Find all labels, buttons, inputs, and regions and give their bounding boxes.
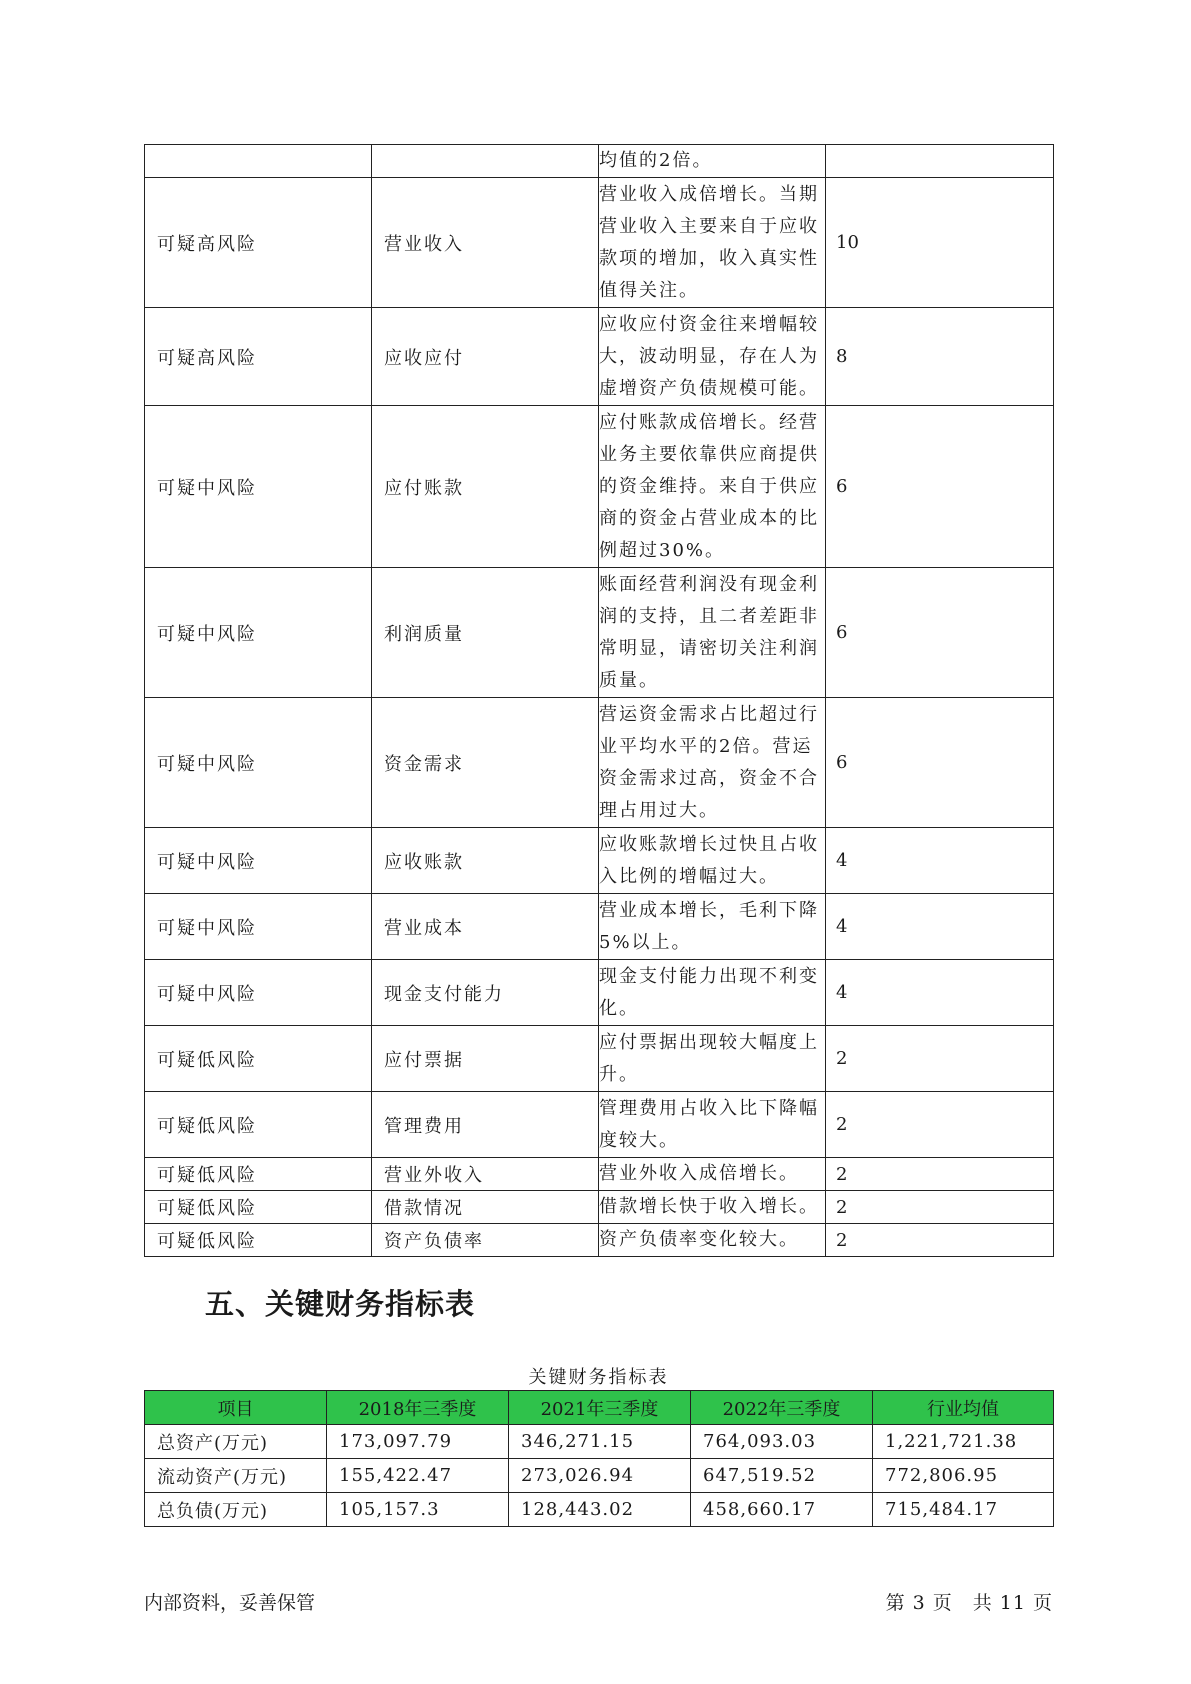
metric-value: 764,093.03: [691, 1425, 873, 1459]
risk-score: [826, 145, 1054, 178]
risk-item: 资产负债率: [372, 1224, 599, 1257]
risk-item: 利润质量: [372, 568, 599, 698]
risk-description: 管理费用占收入比下降幅度较大。: [599, 1092, 826, 1158]
risk-level: 可疑中风险: [145, 406, 372, 568]
table-row: [145, 178, 1054, 308]
risk-table: [144, 144, 1054, 1257]
table-row: [145, 308, 1054, 406]
risk-description: 资产负债率变化较大。: [599, 1224, 826, 1257]
metric-value: 1,221,721.38: [873, 1425, 1054, 1459]
footer-confidential-note: 内部资料，妥善保管: [144, 1592, 316, 1614]
risk-level: 可疑高风险: [145, 308, 372, 406]
risk-description: 均值的2倍。: [599, 145, 826, 178]
risk-level: 可疑低风险: [145, 1224, 372, 1257]
risk-description: 营业外收入成倍增长。: [599, 1158, 826, 1191]
table-row: [145, 1158, 1054, 1191]
table-row: [145, 145, 1054, 178]
risk-item: 应收账款: [372, 828, 599, 894]
metric-value: 155,422.47: [327, 1459, 509, 1493]
risk-level: 可疑低风险: [145, 1158, 372, 1191]
table-row: [145, 1191, 1054, 1224]
column-header: 2022年三季度: [691, 1391, 873, 1425]
risk-score: 2: [826, 1191, 1054, 1224]
risk-score: 4: [826, 828, 1054, 894]
column-header: 2021年三季度: [509, 1391, 691, 1425]
risk-score: 6: [826, 406, 1054, 568]
table-row: [145, 1224, 1054, 1257]
risk-item: 应付票据: [372, 1026, 599, 1092]
risk-score: 4: [826, 960, 1054, 1026]
risk-item: 资金需求: [372, 698, 599, 828]
table-row: [145, 1425, 1054, 1459]
risk-item: 借款情况: [372, 1191, 599, 1224]
metric-value: 458,660.17: [691, 1493, 873, 1527]
table-row: [145, 894, 1054, 960]
metric-value: 772,806.95: [873, 1459, 1054, 1493]
column-header: 行业均值: [873, 1391, 1054, 1425]
risk-score: 2: [826, 1026, 1054, 1092]
footer-page-number: 第 3 页 共 11 页: [885, 1592, 1053, 1614]
risk-item: 应收应付: [372, 308, 599, 406]
table-row: [145, 568, 1054, 698]
table-row: [145, 406, 1054, 568]
risk-description: 营业收入成倍增长。当期营业收入主要来自于应收款项的增加，收入真实性值得关注。: [599, 178, 826, 308]
risk-description: 账面经营利润没有现金利润的支持，且二者差距非常明显，请密切关注利润质量。: [599, 568, 826, 698]
metric-value: 273,026.94: [509, 1459, 691, 1493]
risk-item: 营业成本: [372, 894, 599, 960]
risk-score: 2: [826, 1224, 1054, 1257]
risk-item: 应付账款: [372, 406, 599, 568]
risk-item: [372, 145, 599, 178]
risk-description: 应付账款成倍增长。经营业务主要依靠供应商提供的资金维持。来自于供应商的资金占营业成本的比例超过30%。: [599, 406, 826, 568]
risk-score: 4: [826, 894, 1054, 960]
risk-description: 应收应付资金往来增幅较大，波动明显，存在人为虚增资产负债规模可能。: [599, 308, 826, 406]
metric-value: 105,157.3: [327, 1493, 509, 1527]
risk-score: 8: [826, 308, 1054, 406]
section-heading: 五、关键财务指标表: [205, 1287, 476, 1321]
risk-item: 营业外收入: [372, 1158, 599, 1191]
column-header: 项目: [145, 1391, 327, 1425]
risk-level: 可疑中风险: [145, 698, 372, 828]
table-row: [145, 1092, 1054, 1158]
risk-level: 可疑低风险: [145, 1026, 372, 1092]
risk-score: 10: [826, 178, 1054, 308]
risk-description: 应收账款增长过快且占收入比例的增幅过大。: [599, 828, 826, 894]
table-row: [145, 960, 1054, 1026]
risk-score: 6: [826, 698, 1054, 828]
risk-description: 借款增长快于收入增长。: [599, 1191, 826, 1224]
risk-description: 营运资金需求占比超过行业平均水平的2倍。营运资金需求过高，资金不合理占用过大。: [599, 698, 826, 828]
risk-level: 可疑中风险: [145, 894, 372, 960]
table-row: [145, 1493, 1054, 1527]
table-row: [145, 1459, 1054, 1493]
risk-level: 可疑高风险: [145, 178, 372, 308]
risk-score: 2: [826, 1158, 1054, 1191]
risk-item: 营业收入: [372, 178, 599, 308]
risk-description: 现金支付能力出现不利变化。: [599, 960, 826, 1026]
risk-level: 可疑低风险: [145, 1092, 372, 1158]
table-row: [145, 1026, 1054, 1092]
table-row: [145, 828, 1054, 894]
metric-value: 647,519.52: [691, 1459, 873, 1493]
metric-name: 流动资产(万元): [145, 1459, 327, 1493]
metric-value: 128,443.02: [509, 1493, 691, 1527]
risk-score: 6: [826, 568, 1054, 698]
table-row: [145, 698, 1054, 828]
risk-score: 2: [826, 1092, 1054, 1158]
metric-value: 173,097.79: [327, 1425, 509, 1459]
table-header-row: [145, 1391, 1054, 1425]
risk-item: 管理费用: [372, 1092, 599, 1158]
risk-level: 可疑中风险: [145, 828, 372, 894]
metric-value: 715,484.17: [873, 1493, 1054, 1527]
risk-level: 可疑低风险: [145, 1191, 372, 1224]
metric-name: 总资产(万元): [145, 1425, 327, 1459]
table-caption: 关键财务指标表: [528, 1367, 669, 1388]
risk-description: 营业成本增长，毛利下降5%以上。: [599, 894, 826, 960]
column-header: 2018年三季度: [327, 1391, 509, 1425]
key-metrics-table: [144, 1390, 1054, 1527]
metric-name: 总负债(万元): [145, 1493, 327, 1527]
metric-value: 346,271.15: [509, 1425, 691, 1459]
risk-level: [145, 145, 372, 178]
risk-description: 应付票据出现较大幅度上升。: [599, 1026, 826, 1092]
risk-item: 现金支付能力: [372, 960, 599, 1026]
risk-level: 可疑中风险: [145, 960, 372, 1026]
risk-level: 可疑中风险: [145, 568, 372, 698]
